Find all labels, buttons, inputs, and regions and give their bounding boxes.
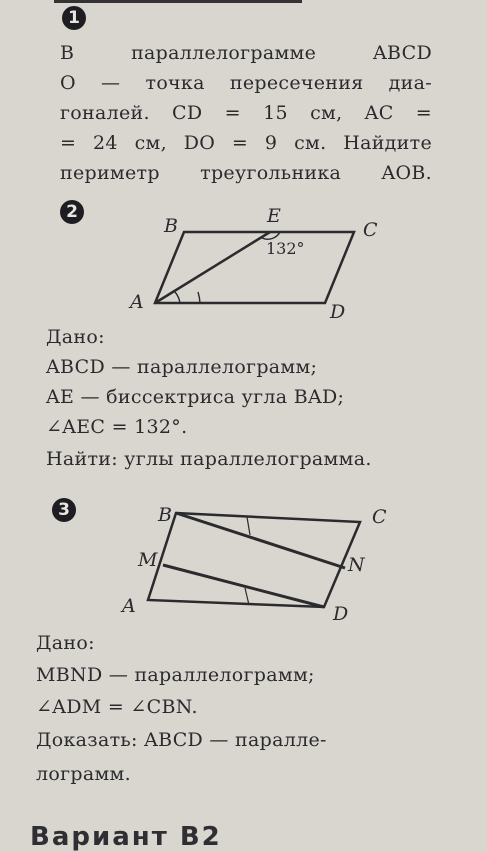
problem-2-number: 2 (60, 200, 84, 224)
footer-fragment: Вариант В2 (30, 822, 222, 852)
bisector-ae (155, 232, 270, 303)
problem-2-given-title: Дано: (46, 326, 105, 348)
problem-3-prove-2: лограмм. (36, 763, 131, 785)
parallelogram-abcd-3 (148, 513, 360, 607)
problem-2-given-1: ABCD — параллелограмм; (46, 356, 318, 378)
label-c: C (363, 219, 378, 241)
label-d: D (330, 301, 346, 323)
angle-mark-d (245, 588, 249, 605)
label-c3: C (372, 506, 387, 528)
problem-1-line-5: периметр треугольника AOB. (60, 162, 432, 184)
problem-2-find: Найти: углы параллелограмма. (46, 448, 372, 470)
angle-mark-b (247, 517, 250, 535)
problem-1-number: 1 (62, 6, 86, 30)
problem-3-given-1: MBND — параллелограмм; (36, 664, 315, 686)
problem-3-prove-1: Доказать: ABCD — паралле- (36, 729, 327, 751)
label-e: E (267, 205, 281, 227)
label-a3: A (122, 595, 136, 617)
problem-3-given-2: ∠ADM = ∠CBN. (36, 696, 198, 718)
label-b3: B (158, 504, 172, 526)
problem-2-given-3: ∠AEC = 132°. (46, 416, 188, 438)
problem-3-number: 3 (52, 498, 76, 522)
problem-3-given-title: Дано: (36, 632, 95, 654)
label-a: A (130, 291, 144, 313)
problem-1-line-4: = 24 см, DO = 9 см. Найдите (60, 132, 432, 154)
label-n3: N (348, 554, 365, 576)
label-d3: D (333, 603, 349, 625)
angle-value-132: 132° (266, 239, 305, 258)
angle-mark-a1 (175, 292, 180, 303)
problem-2-given-2: AE — биссектриса угла BAD; (46, 386, 345, 408)
angle-mark-a2 (198, 292, 200, 303)
label-m3: M (138, 549, 158, 571)
problem-1-line-1: В параллелограмме ABCD (60, 42, 432, 64)
problem-1-line-3: гоналей. CD = 15 см, AC = (60, 102, 432, 124)
label-b: B (164, 215, 178, 237)
problem-1-line-2: O — точка пересечения диа- (60, 72, 432, 94)
